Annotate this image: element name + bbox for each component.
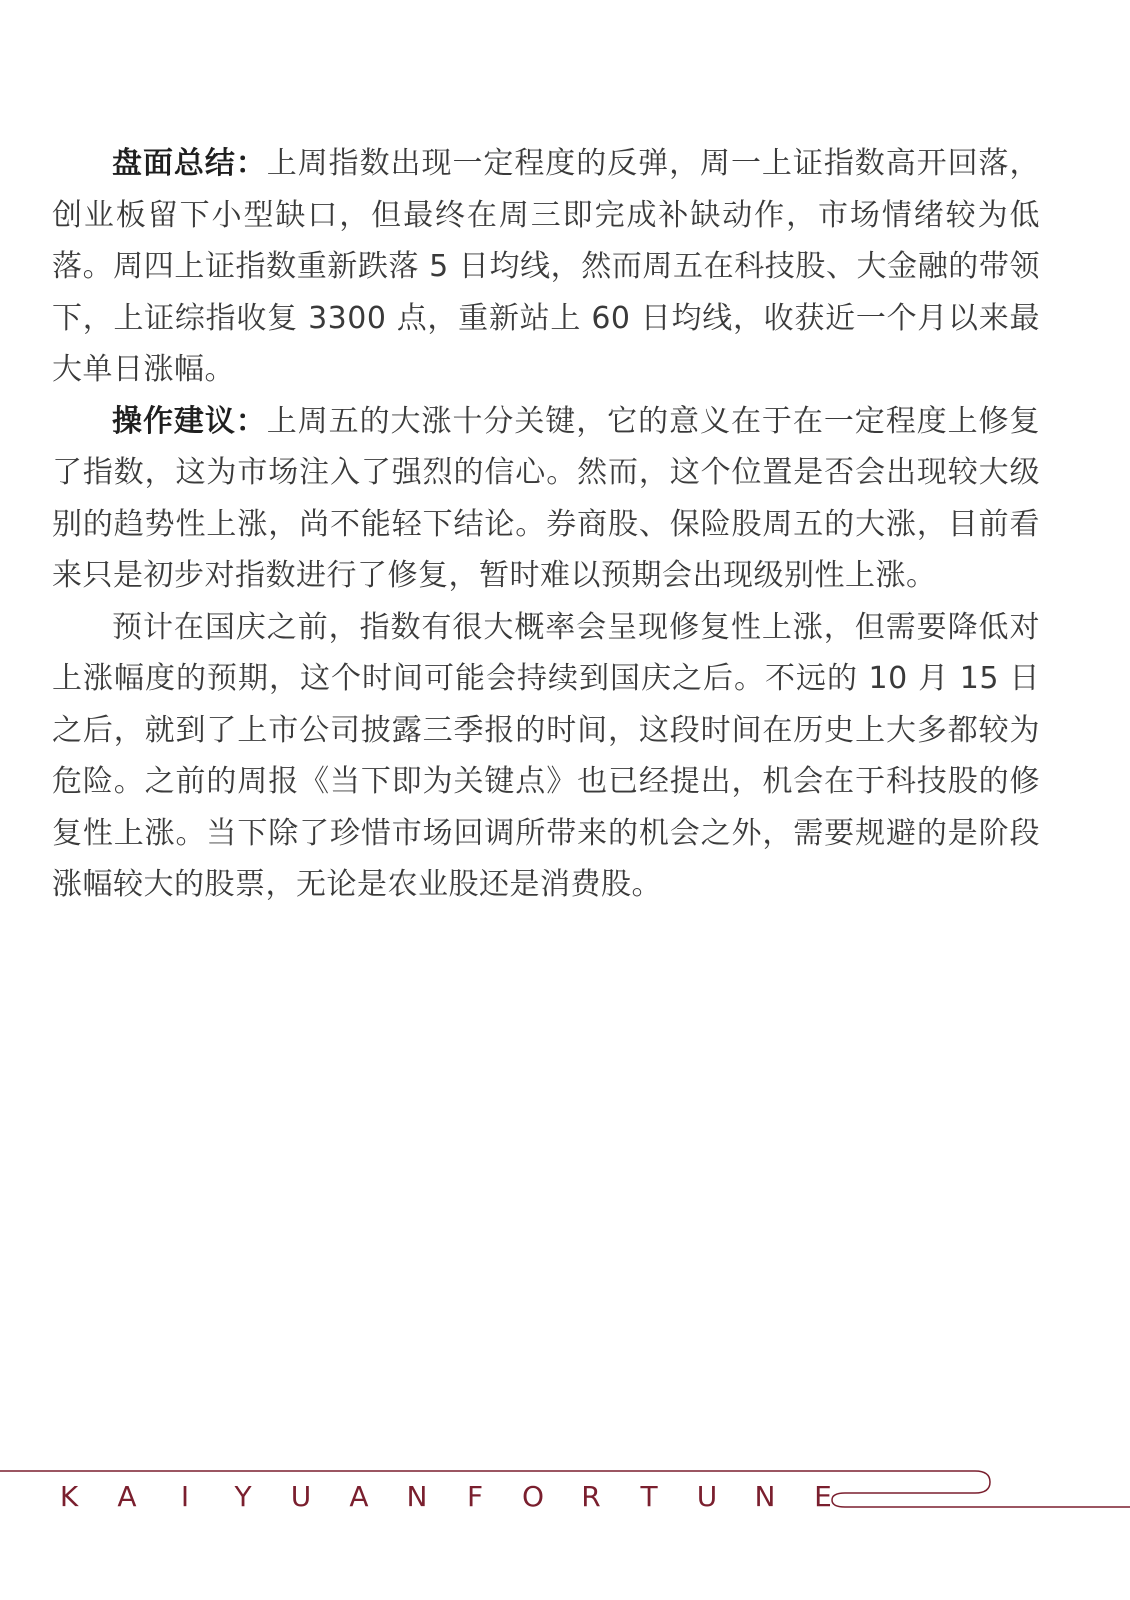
brand-letter: A: [349, 1480, 369, 1513]
paragraph-lead: 操作建议：: [112, 403, 267, 439]
paragraph-advice: [52, 396, 1040, 602]
footer-loop-line: [832, 1471, 1130, 1507]
paragraph-text: 上周指数出现一定程度的反弹，周一上证指数高开回落，创业板留下小型缺口，但最终在周三即完成补缺动作，市场情绪较为低落。周四上证指数重新跌落 5 日均线，然而周五在科技股、大金融的带领下，上证综指收复 3300 点，重新站上 60 日均线，收获近一个月以来最大单日涨幅。: [52, 146, 1041, 387]
paragraph-lead: 盘面总结：: [112, 146, 267, 181]
brand-letter: T: [640, 1480, 658, 1513]
paragraph-summary: [52, 138, 1040, 396]
brand-letter: N: [406, 1480, 428, 1513]
paragraph-outlook: [52, 602, 1040, 911]
paragraph-text: 预计在国庆之前，指数有很大概率会呈现修复性上涨，但需要降低对上涨幅度的预期，这个时间可能会持续到国庆之后。不远的 10 月 15 日之后，就到了上市公司披露三季报的时间，这段时间在历史上大多都较为危险。之前的周报《当下即为关键点》也已经提出，机会在于科技股的修复性上涨。当下除了珍惜市场回调所带来的机会之外，需要规避的是阶段涨幅较大的股票，无论是农业股还是消费股。: [52, 609, 1040, 902]
brand-letter: U: [290, 1480, 312, 1513]
brand-letter: F: [466, 1480, 484, 1513]
article-body: [52, 138, 1040, 911]
brand-wordmark: [40, 1480, 852, 1513]
brand-letter: Y: [234, 1480, 252, 1513]
footer-brand: [0, 1468, 1130, 1568]
brand-letter: K: [59, 1480, 79, 1513]
brand-letter: O: [521, 1480, 545, 1513]
brand-letter: E: [814, 1480, 832, 1513]
brand-letter: N: [754, 1480, 776, 1513]
brand-letter: U: [696, 1480, 718, 1513]
paragraph-text: 上周五的大涨十分关键，它的意义在于在一定程度上修复了指数，这为市场注入了强烈的信心。然而，这个位置是否会出现较大级别的趋势性上涨，尚不能轻下结论。券商股、保险股周五的大涨，目前看来只是初步对指数进行了修复，暂时难以预期会出现级别性上涨。: [52, 403, 1041, 593]
brand-letter: R: [581, 1480, 601, 1513]
brand-letter: I: [180, 1480, 190, 1513]
brand-letter: A: [117, 1480, 137, 1513]
